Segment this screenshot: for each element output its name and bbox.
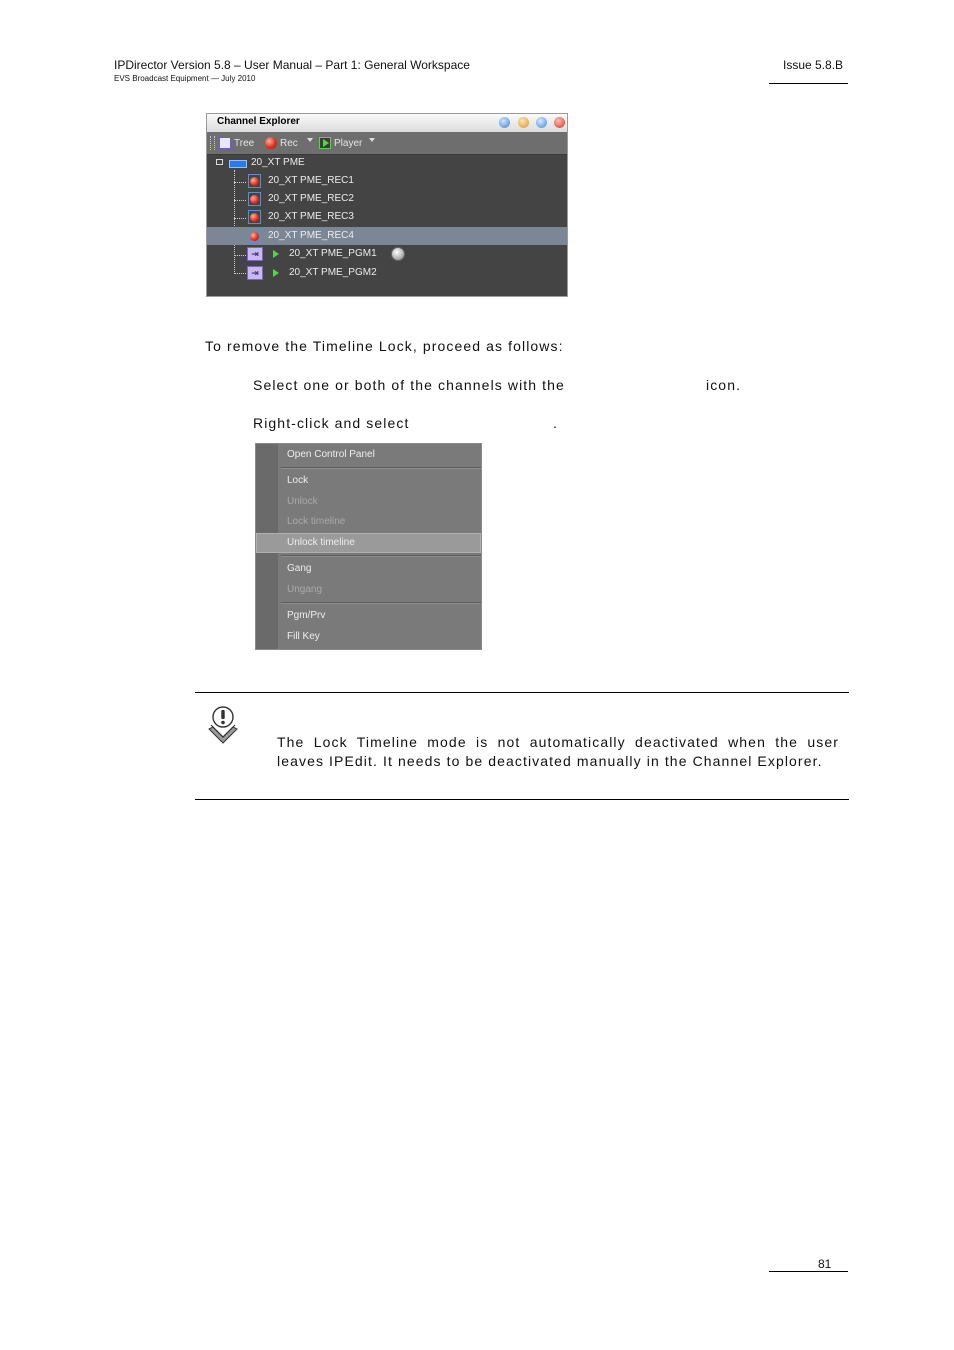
document-subtitle: EVS Broadcast Equipment — July 2010 [114, 74, 256, 83]
tree-item-label: 20_XT PME_PGM2 [289, 267, 377, 278]
menu-separator [281, 467, 481, 469]
close-icon[interactable] [554, 117, 565, 128]
context-menu [255, 443, 482, 650]
step-1-text: Select one or both of the channels with the [253, 377, 565, 393]
tree-item-pgm1[interactable] [207, 245, 567, 263]
menu-item-unlock-timeline[interactable]: Unlock timeline [287, 537, 355, 548]
note-text: The Lock Timeline mode is not automatically deactivated when the user leaves IPEdit. It needs to be deactivated manually in the Channel Explorer. [277, 734, 839, 769]
player-channel-icon: ⇥ [247, 266, 263, 280]
rec-button[interactable] [262, 135, 301, 151]
tree-item-rec2[interactable] [207, 190, 567, 208]
server-icon [229, 160, 247, 168]
header-rule [769, 83, 848, 84]
menu-separator [281, 602, 481, 604]
menu-item-ungang[interactable]: Ungang [287, 584, 323, 595]
issue-label: Issue 5.8.B [783, 58, 844, 72]
tree-item-label: 20_XT PME_REC1 [268, 175, 354, 186]
tree-item-label: 20_XT PME_REC3 [268, 211, 354, 222]
step-2-text: Right-click and select [253, 415, 410, 431]
tree-item-label: 20_XT PME_REC4 [268, 230, 354, 241]
menu-item-pgm-prv[interactable]: Pgm/Prv [287, 610, 326, 621]
menu-separator [281, 555, 481, 557]
play-icon [273, 269, 279, 277]
player-button-label: Player [334, 137, 363, 149]
tree-item-rec4[interactable] [207, 227, 567, 245]
page-number: 81 [818, 1257, 832, 1271]
menu-item-fill-key[interactable]: Fill Key [287, 631, 320, 642]
minimize-icon[interactable] [518, 117, 529, 128]
recorder-icon [250, 177, 259, 186]
rec-dropdown-icon[interactable] [307, 138, 313, 142]
player-dropdown-icon[interactable] [369, 138, 375, 142]
footer-rule [769, 1271, 848, 1272]
recorder-icon [250, 195, 259, 204]
rec-icon [265, 137, 277, 149]
tree-item-label: 20_XT PME_PGM1 [289, 248, 377, 259]
menu-item-gang[interactable]: Gang [287, 563, 312, 574]
rec-button-label: Rec [280, 137, 298, 149]
channel-explorer-titlebar [207, 114, 567, 132]
note-top-rule [195, 692, 849, 693]
channel-explorer-toolbar [207, 132, 567, 155]
tree-button[interactable] [216, 135, 257, 151]
tree-item-rec3[interactable] [207, 208, 567, 226]
recorder-icon [250, 213, 259, 222]
toolbar-grip-icon[interactable] [210, 136, 215, 150]
tree-item-pgm2[interactable] [207, 264, 567, 282]
tree-item-rec1[interactable] [207, 172, 567, 190]
back-icon[interactable] [499, 117, 510, 128]
intro-paragraph: To remove the Timeline Lock, proceed as follows: [205, 338, 564, 354]
step-2-text-end: . [553, 415, 558, 431]
jog-knob-icon [391, 247, 405, 261]
tree-icon [219, 137, 231, 149]
player-channel-icon: ⇥ [247, 247, 263, 261]
play-icon [273, 250, 279, 258]
tree-root-label: 20_XT PME [251, 157, 305, 168]
note-icon [205, 703, 241, 747]
menu-item-lock[interactable]: Lock [287, 475, 309, 486]
tree-item-label: 20_XT PME_REC2 [268, 193, 354, 204]
menu-item-lock-timeline[interactable]: Lock timeline [287, 516, 346, 527]
collapse-icon[interactable] [216, 159, 223, 165]
menu-item-open-control-panel[interactable]: Open Control Panel [287, 449, 375, 460]
tree-root-row[interactable] [207, 154, 567, 172]
step-1-text-end: icon. [706, 377, 742, 393]
channel-explorer-window [206, 113, 568, 297]
player-icon [319, 137, 331, 149]
document-title: IPDirector Version 5.8 – User Manual – Part 1: General Workspace [114, 58, 470, 72]
maximize-icon[interactable] [536, 117, 547, 128]
note-bottom-rule [195, 799, 849, 800]
tree-button-label: Tree [234, 137, 255, 149]
menu-item-unlock[interactable]: Unlock [287, 496, 318, 507]
player-button[interactable] [316, 135, 365, 151]
recorder-icon [250, 232, 259, 241]
channel-explorer-title: Channel Explorer [217, 116, 300, 127]
channel-tree [207, 154, 567, 296]
